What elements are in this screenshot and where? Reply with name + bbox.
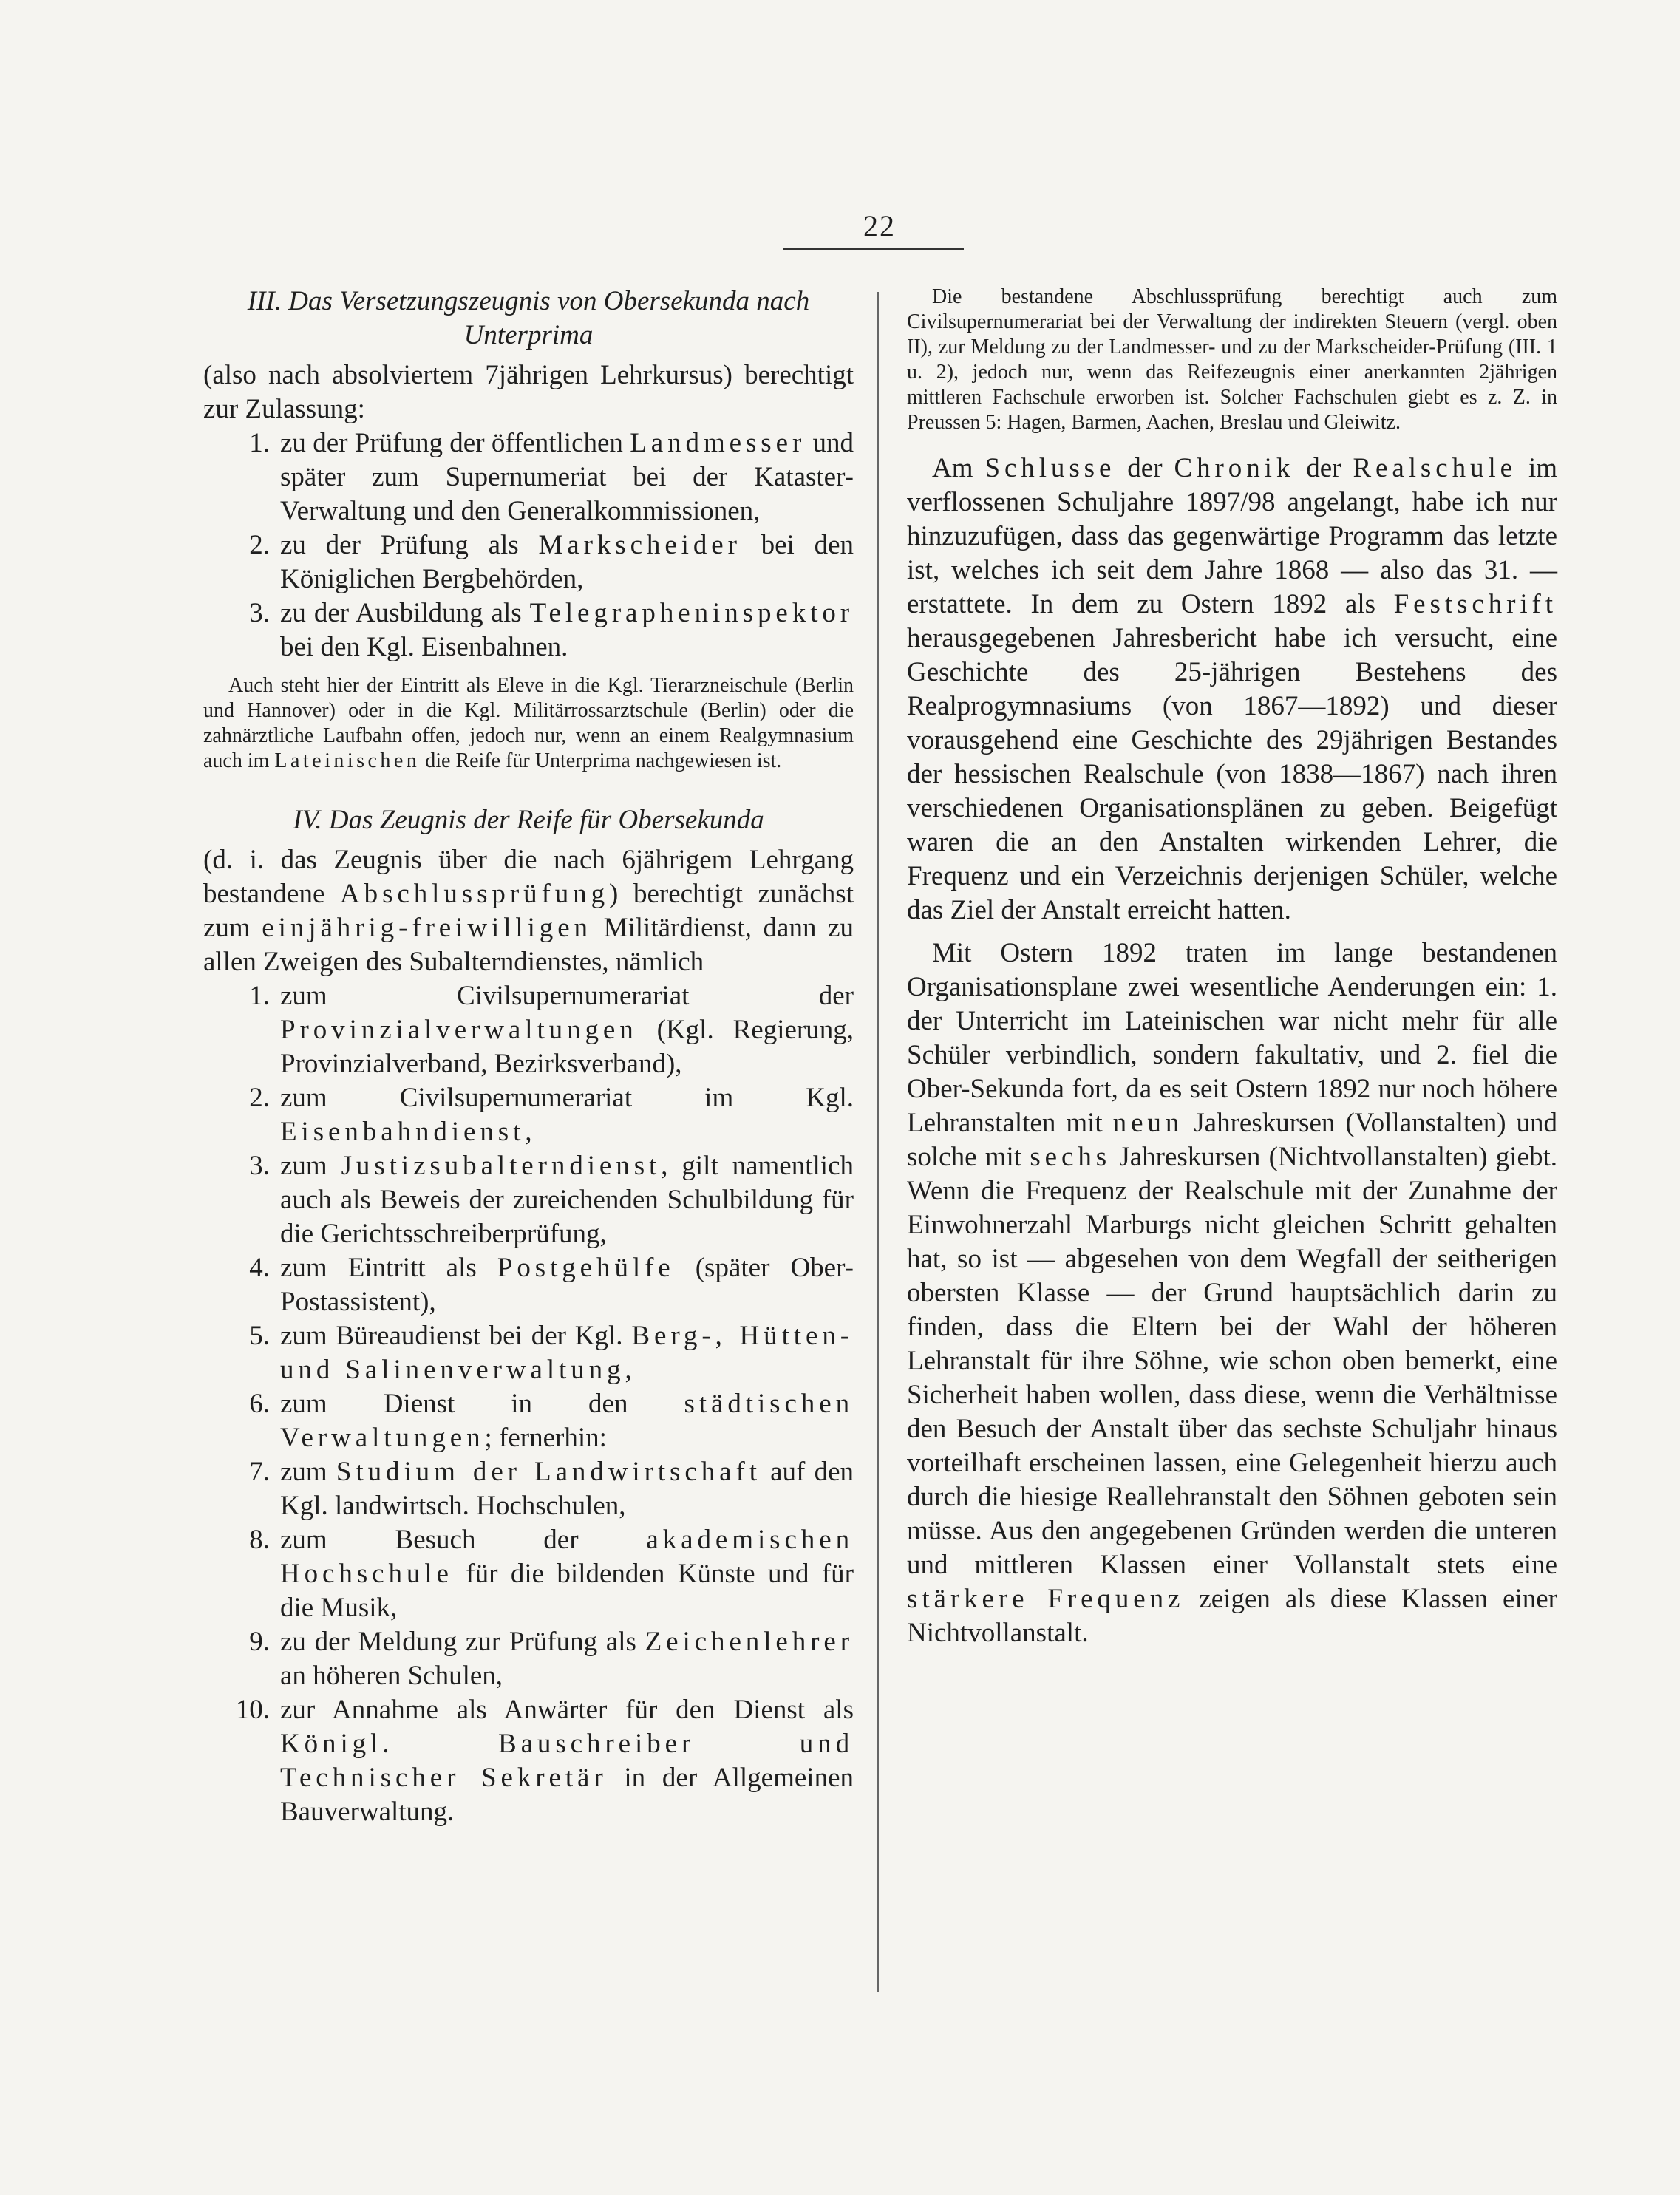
list-item: 7. zum Studium der Landwirtschaft auf den Kgl. landwirtsch. Hochschulen, — [203, 1455, 854, 1523]
list-number: 1. — [249, 981, 270, 1011]
list-number: 3. — [249, 1151, 270, 1181]
list-number: 1. — [249, 428, 270, 458]
list-number: 2. — [249, 530, 270, 560]
list-item: 1. zu der Prüfung der öffentlichen Landmesser und später zum Supernumeriat bei der Kataster-Verwaltung und den Generalkommissionen, — [203, 426, 854, 528]
list-item: 3. zum Justizsubalterndienst, gilt namentlich auch als Beweis der zureichenden Schulbildung für die Gerichtsschreiberprüfung, — [203, 1149, 854, 1251]
section-3-intro: (also nach absolviertem 7jährigen Lehrkursus) berechtigt zur Zulassung: — [203, 360, 854, 424]
left-column — [203, 285, 854, 1829]
list-number: 9. — [249, 1627, 270, 1657]
list-item: 8. zum Besuch der akademischen Hochschule für die bildenden Künste und für die Musik, — [203, 1523, 854, 1625]
section-heading-3: III. Das Versetzungszeugnis von Obersekunda nach Unterprima — [247, 286, 810, 350]
list-number: 6. — [249, 1389, 270, 1419]
list-number: 7. — [249, 1457, 270, 1487]
list-item: 6. zum Dienst in den städtischen Verwaltungen; fernerhin: — [203, 1387, 854, 1455]
right-column — [907, 285, 1557, 1650]
section-heading-4: IV. Das Zeugnis der Reife für Obersekunda — [293, 805, 764, 835]
list-item: 2. zu der Prüfung als Markscheider bei den Königlichen Bergbehörden, — [203, 528, 854, 596]
list-number: 3. — [249, 598, 270, 628]
right-note: Die bestandene Abschlussprüfung berechtigt auch zum Civilsupernumerariat bei der Verwaltung der indirekten Steuern (vergl. oben II), zur Meldung zu der Landmesser- und zu der Markscheider-Prüfung (III. 1 u. 2), jedoch nur, wenn das Reifezeugnis einer anerkannten 2jährigen mittleren Fachschule erworben ist. Solcher Fachschulen giebt es z. Z. in Preussen 5: Hagen, Barmen, Aachen, Breslau und Gleiwitz. — [907, 285, 1557, 434]
list-item: 1. zum Civilsupernumerariat der Provinzialverwaltungen (Kgl. Regierung, Provinzialverband, Bezirksverband), — [203, 979, 854, 1081]
header-rule — [783, 248, 964, 250]
list-number: 4. — [249, 1253, 270, 1283]
list-number: 5. — [249, 1321, 270, 1351]
column-divider — [877, 292, 879, 1992]
list-item: 2. zum Civilsupernumerariat im Kgl. Eisenbahndienst, — [203, 1081, 854, 1149]
list-item: 3. zu der Ausbildung als Telegrapheninspektor bei den Kgl. Eisenbahnen. — [203, 596, 854, 664]
list-item: 10. zur Annahme als Anwärter für den Dienst als Königl. Bauschreiber und Technischer Sekretär in der Allgemeinen Bauverwaltung. — [203, 1693, 854, 1829]
chronicle-paragraph: Am Schlusse der Chronik der Realschule im verflossenen Schuljahre 1897/98 angelangt, habe ich nur hinzuzufügen, dass das gegenwärtige Programm das letzte ist, welches ich seit dem Jahre 1868 — also das 31. — erstattete. In dem zu Ostern 1892 als Festschrift herausgegebenen Jahresbericht habe ich versucht, eine Geschichte des 25-jährigen Bestehens des Realprogymnasiums (von 1867—1892) und dieser vorausgehend eine Geschichte des 29jährigen Bestandes der hessischen Realschule (von 1838—1867) nach ihren verschiedenen Organisationsplänen zu geben. Beigefügt waren die an den Anstalten wirkenden Lehrer, die Frequenz und ein Verzeichnis derjenigen Schüler, welche das Ziel der Anstalt erreicht hatten. — [907, 453, 1558, 925]
list-number: 10. — [235, 1695, 270, 1725]
list-number: 8. — [249, 1525, 270, 1555]
section-3-note: Auch steht hier der Eintritt als Eleve in die Kgl. Tierarzneischule (Berlin und Hannover) oder in die Kgl. Militärrossarztschule (Berlin) oder die zahnärztliche Laufbahn offen, jedoch nur, wenn an einem Realgymnasium auch im Lateinischen die Reife für Unterprima nachgewiesen ist. — [203, 674, 854, 772]
list-number: 2. — [249, 1083, 270, 1113]
list-item: 4. zum Eintritt als Postgehülfe (später Ober-Postassistent), — [203, 1251, 854, 1319]
page-number: 22 — [863, 209, 896, 242]
section-4-intro: (d. i. das Zeugnis über die nach 6jährigem Lehrgang bestandene Abschlussprüfung) berechtigt zunächst zum einjährig-freiwilligen Militärdienst, dann zu allen Zweigen des Subalterndienstes, nämlich — [203, 845, 854, 977]
list-item: 5. zum Büreaudienst bei der Kgl. Berg-, Hütten- und Salinenverwaltung, — [203, 1319, 854, 1387]
list-item: 9. zu der Meldung zur Prüfung als Zeichenlehrer an höheren Schulen, — [203, 1625, 854, 1693]
organisation-paragraph: Mit Ostern 1892 traten im lange bestandenen Organisationsplane zwei wesentliche Aenderungen ein: 1. der Unterricht im Lateinischen war nicht mehr für alle Schüler verbindlich, sondern fakultativ, und 2. fiel die Ober-Sekunda fort, da es seit Ostern 1892 nur noch höhere Lehranstalten mit neun Jahreskursen (Vollanstalten) und solche mit sechs Jahreskursen (Nichtvollanstalten) giebt. Wenn die Frequenz der Realschule mit der Zunahme der Einwohnerzahl Marburgs nicht gleichen Schritt gehalten hat, so ist — abgesehen von dem Wegfall der seitherigen obersten Klasse — der Grund hauptsächlich darin zu finden, dass die Eltern bei der Wahl der höheren Lehranstalt für ihre Söhne, wie schon oben bemerkt, eine Sicherheit haben wollen, dass diese, wenn die Verhältnisse den Besuch der Anstalt über das sechste Schuljahr hinaus vorteilhaft erscheinen lassen, eine Gelegenheit hierzu auch durch die hiesige Reallehranstalt den Söhnen geboten sein müsse. Aus den angegebenen Gründen werden die unteren und mittleren Klassen einer Vollanstalt stets eine stärkere Frequenz zeigen als diese Klassen einer Nichtvollanstalt. — [907, 938, 1558, 1648]
